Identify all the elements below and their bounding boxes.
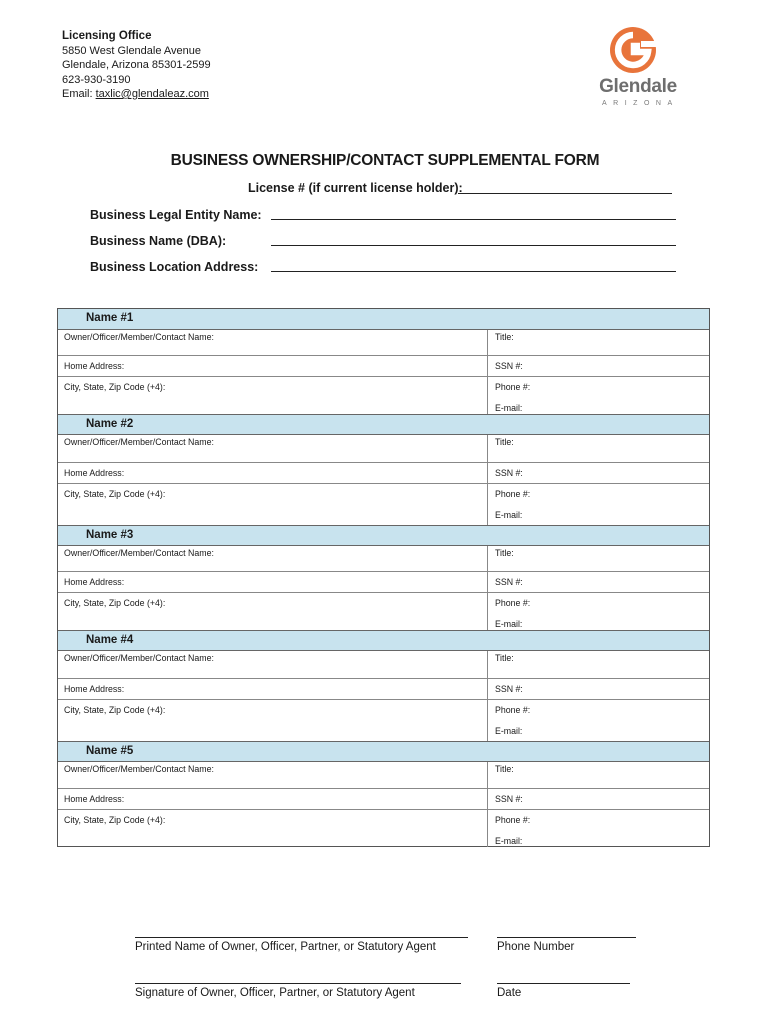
column-divider (487, 614, 488, 630)
ssn-label: SSN #: (495, 684, 523, 694)
column-divider (487, 700, 488, 721)
section-header (58, 309, 709, 330)
column-divider (487, 831, 488, 847)
legal-entity-input-line[interactable] (271, 206, 676, 220)
title-label: Title: (495, 548, 514, 558)
table-row[interactable] (58, 398, 709, 414)
column-divider (487, 330, 488, 356)
title-label: Title: (495, 437, 514, 447)
title-label: Title: (495, 653, 514, 663)
column-divider (487, 463, 488, 484)
table-row[interactable] (58, 572, 709, 593)
office-address-line-2: Glendale, Arizona 85301-2599 (62, 59, 211, 71)
city-state-zip-label: City, State, Zip Code (+4): (64, 598, 166, 608)
date-line[interactable] (497, 970, 630, 984)
section-heading: Name #5 (86, 745, 134, 757)
phone-label: Phone #: (495, 598, 531, 608)
table-row[interactable] (58, 377, 709, 398)
table-row[interactable] (58, 330, 709, 356)
column-divider (487, 484, 488, 505)
table-row[interactable] (58, 721, 709, 741)
section-heading: Name #2 (86, 418, 134, 430)
ssn-label: SSN #: (495, 468, 523, 478)
ssn-label: SSN #: (495, 361, 523, 371)
office-phone: 623-930-3190 (62, 73, 131, 86)
owner-name-label: Owner/Officer/Member/Contact Name: (64, 437, 214, 447)
email-label: E-mail: (495, 619, 523, 629)
office-address-line-1: 5850 West Glendale Avenue (62, 44, 202, 57)
location-address-label: Business Location Address: (90, 260, 259, 274)
title-label: Title: (495, 332, 514, 342)
home-address-label: Home Address: (64, 684, 125, 694)
contact-table (57, 308, 710, 847)
table-row[interactable] (58, 505, 709, 525)
phone-number-line[interactable] (497, 924, 636, 938)
form-title: BUSINESS OWNERSHIP/CONTACT SUPPLEMENTAL FORM (170, 152, 600, 169)
home-address-label: Home Address: (64, 361, 125, 371)
section-header (58, 525, 709, 546)
column-divider (487, 505, 488, 525)
ssn-label: SSN #: (495, 577, 523, 587)
column-divider (487, 721, 488, 741)
table-row[interactable] (58, 789, 709, 810)
section-header (58, 630, 709, 651)
date-label: Date (497, 987, 522, 999)
phone-label: Phone #: (495, 489, 531, 499)
location-address-input-line[interactable] (271, 258, 676, 272)
table-row[interactable] (58, 762, 709, 789)
dba-label: Business Name (DBA): (90, 234, 227, 248)
column-divider (487, 398, 488, 414)
table-row[interactable] (58, 356, 709, 377)
ssn-label: SSN #: (495, 794, 523, 804)
owner-name-label: Owner/Officer/Member/Contact Name: (64, 764, 214, 774)
home-address-label: Home Address: (64, 794, 125, 804)
city-state-zip-label: City, State, Zip Code (+4): (64, 815, 166, 825)
email-label: E-mail: (495, 836, 523, 846)
email-label: E-mail: (495, 403, 523, 413)
owner-name-label: Owner/Officer/Member/Contact Name: (64, 653, 214, 663)
owner-name-label: Owner/Officer/Member/Contact Name: (64, 548, 214, 558)
office-info (62, 29, 211, 102)
office-email-link[interactable]: taxlic@glendaleaz.com (95, 88, 209, 100)
table-row[interactable] (58, 679, 709, 700)
column-divider (487, 789, 488, 810)
section-heading: Name #4 (86, 634, 134, 646)
table-row[interactable] (58, 463, 709, 484)
office-email-label: Email: (62, 88, 96, 100)
column-divider (487, 435, 488, 463)
city-state-zip-label: City, State, Zip Code (+4): (64, 705, 166, 715)
column-divider (487, 572, 488, 593)
office-email-row (62, 87, 211, 102)
phone-number-label: Phone Number (497, 941, 575, 953)
license-label: License # (if current license holder): (248, 181, 463, 195)
section-heading: Name #3 (86, 529, 134, 541)
glendale-logo (588, 25, 698, 113)
email-label: E-mail: (495, 510, 523, 520)
email-label: E-mail: (495, 726, 523, 736)
glendale-g-icon (588, 25, 698, 77)
table-row[interactable] (58, 546, 709, 572)
legal-entity-label: Business Legal Entity Name: (90, 208, 262, 222)
signature-label: Signature of Owner, Officer, Partner, or Statutory Agent (135, 987, 415, 999)
column-divider (487, 377, 488, 398)
column-divider (487, 679, 488, 700)
column-divider (487, 762, 488, 789)
table-row[interactable] (58, 614, 709, 630)
city-state-zip-label: City, State, Zip Code (+4): (64, 382, 166, 392)
table-row[interactable] (58, 810, 709, 831)
dba-input-line[interactable] (271, 232, 676, 246)
table-row[interactable] (58, 831, 709, 847)
city-state-zip-label: City, State, Zip Code (+4): (64, 489, 166, 499)
section-header (58, 414, 709, 435)
printed-name-line[interactable] (135, 924, 468, 938)
column-divider (487, 356, 488, 377)
title-label: Title: (495, 764, 514, 774)
section-heading: Name #1 (86, 312, 134, 324)
column-divider (487, 651, 488, 679)
phone-label: Phone #: (495, 815, 531, 825)
phone-label: Phone #: (495, 705, 531, 715)
table-row[interactable] (58, 435, 709, 463)
home-address-label: Home Address: (64, 577, 125, 587)
logo-subtitle: ARIZONA (602, 100, 679, 107)
phone-label: Phone #: (495, 382, 531, 392)
logo-wordmark: Glendale (599, 76, 677, 97)
office-name: Licensing Office (62, 30, 152, 42)
section-header (58, 741, 709, 762)
table-row[interactable] (58, 651, 709, 679)
printed-name-label: Printed Name of Owner, Officer, Partner, or Statutory Agent (135, 941, 436, 953)
table-row[interactable] (58, 593, 709, 614)
owner-name-label: Owner/Officer/Member/Contact Name: (64, 332, 214, 342)
column-divider (487, 810, 488, 831)
table-row[interactable] (58, 700, 709, 721)
signature-line[interactable] (135, 970, 461, 984)
column-divider (487, 546, 488, 572)
license-input-line[interactable] (458, 180, 672, 194)
table-row[interactable] (58, 484, 709, 505)
home-address-label: Home Address: (64, 468, 125, 478)
column-divider (487, 593, 488, 614)
